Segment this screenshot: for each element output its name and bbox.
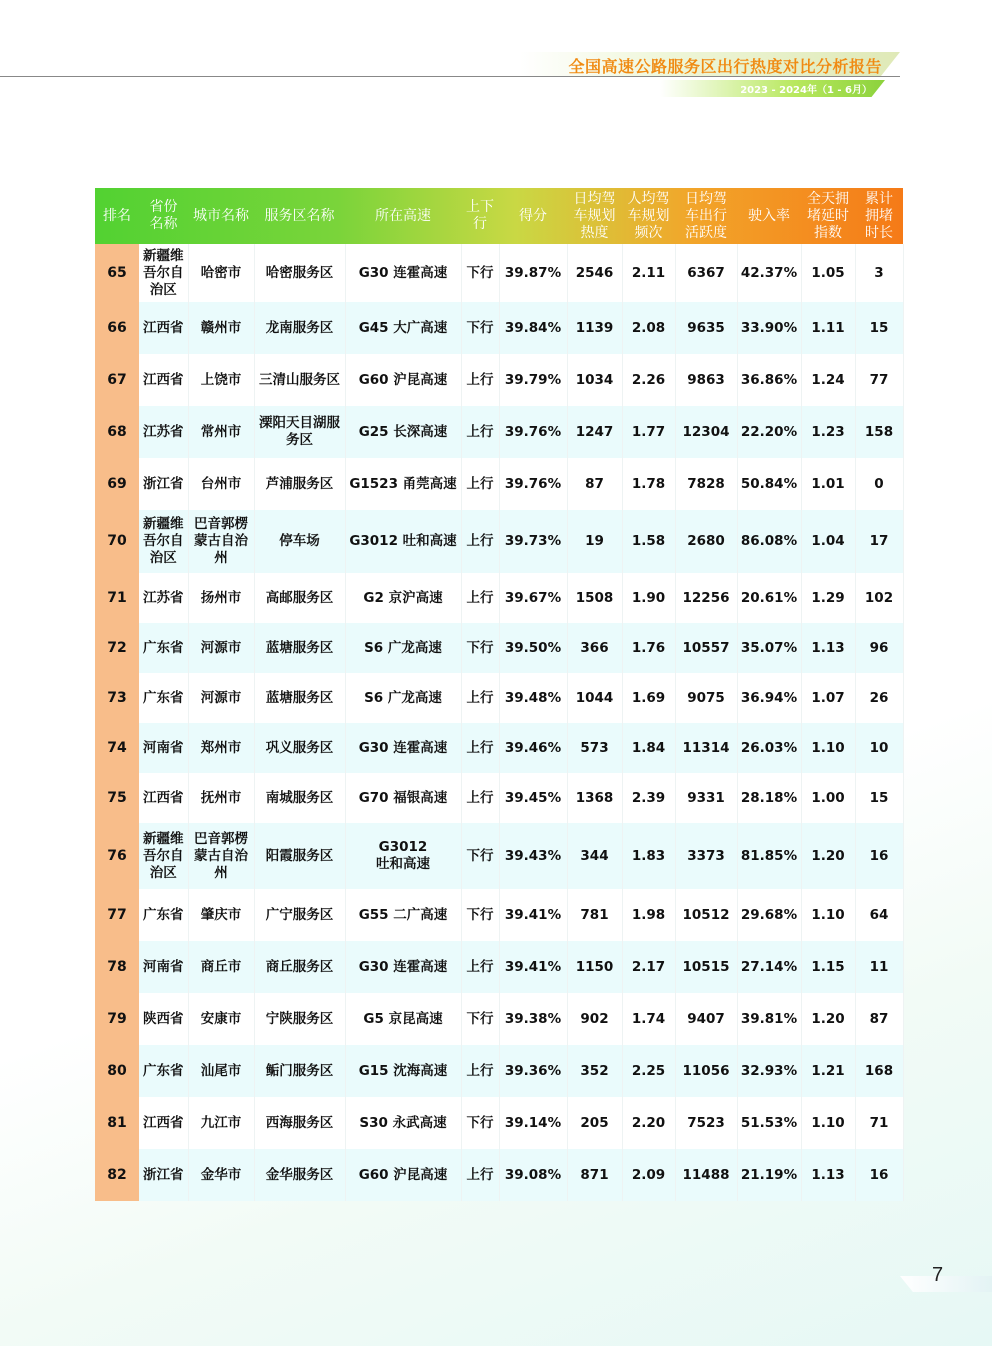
cell-per-capita-plan-freq: 1.98	[622, 889, 675, 941]
cell-city: 巴音郭楞 蒙古自治 州	[188, 510, 254, 573]
cell-direction: 上行	[461, 406, 499, 458]
cell-score: 39.76%	[499, 458, 567, 510]
cell-congestion-hours: 17	[855, 510, 903, 573]
cell-per-capita-plan-freq: 1.83	[622, 823, 675, 889]
cell-rank: 69	[95, 458, 139, 510]
cell-province: 新疆维 吾尔自 治区	[139, 823, 188, 889]
cell-city: 巴音郭楞 蒙古自治 州	[188, 823, 254, 889]
cell-province: 广东省	[139, 623, 188, 673]
cell-city: 汕尾市	[188, 1045, 254, 1097]
report-title: 全国高速公路服务区出行热度对比分析报告	[568, 57, 882, 76]
cell-city: 九江市	[188, 1097, 254, 1149]
cell-score: 39.79%	[499, 354, 567, 406]
cell-highway: G60 沪昆高速	[345, 1149, 461, 1201]
cell-direction: 上行	[461, 573, 499, 623]
cell-rank: 82	[95, 1149, 139, 1201]
cell-daily-plan-heat: 781	[567, 889, 622, 941]
cell-daily-activity: 9075	[675, 673, 737, 723]
cell-per-capita-plan-freq: 2.08	[622, 302, 675, 354]
cell-daily-plan-heat: 871	[567, 1149, 622, 1201]
cell-highway: S6 广龙高速	[345, 673, 461, 723]
header-highway: 所在高速	[375, 207, 431, 224]
page-number: 7	[932, 1264, 944, 1286]
service-area-ranking-table	[95, 188, 904, 1201]
page-number-band	[900, 1276, 992, 1292]
cell-entry-rate: 29.68%	[737, 889, 801, 941]
cell-congestion-index: 1.20	[801, 993, 855, 1045]
cell-score: 39.84%	[499, 302, 567, 354]
cell-congestion-hours: 0	[855, 458, 903, 510]
cell-congestion-index: 1.07	[801, 673, 855, 723]
cell-city: 台州市	[188, 458, 254, 510]
cell-daily-plan-heat: 19	[567, 510, 622, 573]
cell-highway: G55 二广高速	[345, 889, 461, 941]
cell-rank: 66	[95, 302, 139, 354]
cell-daily-activity: 3373	[675, 823, 737, 889]
cell-congestion-hours: 16	[855, 1149, 903, 1201]
cell-entry-rate: 33.90%	[737, 302, 801, 354]
cell-province: 新疆维 吾尔自 治区	[139, 510, 188, 573]
cell-per-capita-plan-freq: 2.39	[622, 773, 675, 823]
cell-entry-rate: 27.14%	[737, 941, 801, 993]
cell-service-area: 停车场	[254, 510, 345, 573]
table-row	[95, 773, 903, 823]
cell-highway: G30 连霍高速	[345, 723, 461, 773]
cell-service-area: 鲘门服务区	[254, 1045, 345, 1097]
cell-city: 郑州市	[188, 723, 254, 773]
cell-service-area: 溧阳天目湖服 务区	[254, 406, 345, 458]
cell-per-capita-plan-freq: 2.25	[622, 1045, 675, 1097]
cell-highway: S30 永武高速	[345, 1097, 461, 1149]
cell-daily-plan-heat: 2546	[567, 244, 622, 302]
cell-rank: 79	[95, 993, 139, 1045]
cell-daily-activity: 10557	[675, 623, 737, 673]
cell-daily-activity: 11314	[675, 723, 737, 773]
cell-province: 江西省	[139, 354, 188, 406]
header-service-area: 服务区名称	[264, 207, 335, 224]
cell-score: 39.87%	[499, 244, 567, 302]
cell-service-area: 三清山服务区	[254, 354, 345, 406]
cell-score: 39.36%	[499, 1045, 567, 1097]
cell-score: 39.38%	[499, 993, 567, 1045]
cell-daily-activity: 12304	[675, 406, 737, 458]
cell-rank: 78	[95, 941, 139, 993]
cell-rank: 73	[95, 673, 139, 723]
cell-service-area: 哈密服务区	[254, 244, 345, 302]
table-row	[95, 993, 903, 1045]
cell-congestion-hours: 64	[855, 889, 903, 941]
cell-daily-plan-heat: 902	[567, 993, 622, 1045]
cell-direction: 下行	[461, 993, 499, 1045]
cell-entry-rate: 21.19%	[737, 1149, 801, 1201]
cell-city: 河源市	[188, 623, 254, 673]
cell-province: 河南省	[139, 723, 188, 773]
cell-congestion-index: 1.29	[801, 573, 855, 623]
cell-rank: 76	[95, 823, 139, 889]
cell-congestion-index: 1.11	[801, 302, 855, 354]
table-body	[95, 244, 903, 1201]
cell-city: 常州市	[188, 406, 254, 458]
cell-service-area: 西海服务区	[254, 1097, 345, 1149]
header-score: 得分	[519, 207, 547, 224]
cell-highway: G1523 甬莞高速	[345, 458, 461, 510]
cell-per-capita-plan-freq: 1.69	[622, 673, 675, 723]
cell-service-area: 龙南服务区	[254, 302, 345, 354]
table-row	[95, 1149, 903, 1201]
cell-daily-activity: 9331	[675, 773, 737, 823]
cell-congestion-index: 1.01	[801, 458, 855, 510]
header-daily-activity: 日均驾 车出行 活跃度	[685, 190, 727, 241]
cell-city: 上饶市	[188, 354, 254, 406]
cell-daily-activity: 7828	[675, 458, 737, 510]
table-row	[95, 1097, 903, 1149]
cell-daily-plan-heat: 1508	[567, 573, 622, 623]
table-row	[95, 573, 903, 623]
cell-per-capita-plan-freq: 1.74	[622, 993, 675, 1045]
cell-congestion-index: 1.13	[801, 1149, 855, 1201]
cell-per-capita-plan-freq: 2.11	[622, 244, 675, 302]
cell-congestion-hours: 77	[855, 354, 903, 406]
cell-daily-activity: 12256	[675, 573, 737, 623]
cell-entry-rate: 50.84%	[737, 458, 801, 510]
cell-direction: 下行	[461, 823, 499, 889]
cell-congestion-hours: 15	[855, 773, 903, 823]
cell-congestion-hours: 71	[855, 1097, 903, 1149]
cell-direction: 上行	[461, 673, 499, 723]
cell-entry-rate: 36.86%	[737, 354, 801, 406]
cell-daily-plan-heat: 366	[567, 623, 622, 673]
cell-daily-activity: 6367	[675, 244, 737, 302]
cell-score: 39.76%	[499, 406, 567, 458]
cell-direction: 上行	[461, 458, 499, 510]
cell-congestion-hours: 3	[855, 244, 903, 302]
cell-service-area: 芦浦服务区	[254, 458, 345, 510]
cell-congestion-hours: 168	[855, 1045, 903, 1097]
cell-province: 江西省	[139, 302, 188, 354]
cell-daily-activity: 10512	[675, 889, 737, 941]
cell-congestion-index: 1.04	[801, 510, 855, 573]
cell-direction: 下行	[461, 302, 499, 354]
cell-score: 39.46%	[499, 723, 567, 773]
header-daily-plan-heat: 日均驾 车规划 热度	[573, 190, 616, 241]
cell-service-area: 巩义服务区	[254, 723, 345, 773]
cell-province: 江苏省	[139, 573, 188, 623]
cell-city: 安康市	[188, 993, 254, 1045]
cell-congestion-index: 1.10	[801, 1097, 855, 1149]
cell-highway: G3012 吐和高速	[345, 823, 461, 889]
cell-service-area: 金华服务区	[254, 1149, 345, 1201]
cell-daily-plan-heat: 1150	[567, 941, 622, 993]
cell-daily-plan-heat: 87	[567, 458, 622, 510]
cell-city: 肇庆市	[188, 889, 254, 941]
header-per-capita-plan-freq: 人均驾 车规划 频次	[627, 190, 670, 241]
cell-direction: 上行	[461, 941, 499, 993]
cell-entry-rate: 20.61%	[737, 573, 801, 623]
cell-entry-rate: 42.37%	[737, 244, 801, 302]
table-row	[95, 673, 903, 723]
cell-congestion-hours: 87	[855, 993, 903, 1045]
cell-rank: 80	[95, 1045, 139, 1097]
cell-province: 河南省	[139, 941, 188, 993]
cell-service-area: 蓝塘服务区	[254, 673, 345, 723]
cell-province: 广东省	[139, 889, 188, 941]
cell-province: 新疆维 吾尔自 治区	[139, 244, 188, 302]
cell-daily-plan-heat: 1044	[567, 673, 622, 723]
table-row	[95, 941, 903, 993]
cell-congestion-index: 1.05	[801, 244, 855, 302]
cell-per-capita-plan-freq: 1.77	[622, 406, 675, 458]
cell-per-capita-plan-freq: 2.26	[622, 354, 675, 406]
cell-entry-rate: 26.03%	[737, 723, 801, 773]
cell-score: 39.41%	[499, 889, 567, 941]
table-row	[95, 889, 903, 941]
cell-daily-plan-heat: 1368	[567, 773, 622, 823]
cell-congestion-index: 1.23	[801, 406, 855, 458]
cell-service-area: 南城服务区	[254, 773, 345, 823]
cell-daily-activity: 9635	[675, 302, 737, 354]
cell-daily-activity: 11056	[675, 1045, 737, 1097]
cell-congestion-hours: 10	[855, 723, 903, 773]
header-congestion-hours: 累计 拥堵 时长	[865, 190, 893, 241]
cell-daily-plan-heat: 1247	[567, 406, 622, 458]
cell-highway: G45 大广高速	[345, 302, 461, 354]
table-row	[95, 823, 903, 889]
cell-service-area: 宁陕服务区	[254, 993, 345, 1045]
cell-highway: G70 福银高速	[345, 773, 461, 823]
cell-daily-activity: 9407	[675, 993, 737, 1045]
cell-daily-plan-heat: 1034	[567, 354, 622, 406]
cell-city: 河源市	[188, 673, 254, 723]
cell-city: 扬州市	[188, 573, 254, 623]
cell-entry-rate: 35.07%	[737, 623, 801, 673]
cell-rank: 72	[95, 623, 139, 673]
cell-rank: 71	[95, 573, 139, 623]
cell-congestion-index: 1.10	[801, 723, 855, 773]
cell-city: 哈密市	[188, 244, 254, 302]
cell-score: 39.45%	[499, 773, 567, 823]
table-row	[95, 510, 903, 573]
header-direction: 上下 行	[466, 199, 494, 232]
cell-rank: 81	[95, 1097, 139, 1149]
cell-direction: 下行	[461, 889, 499, 941]
cell-direction: 上行	[461, 354, 499, 406]
table-row	[95, 244, 903, 302]
cell-entry-rate: 81.85%	[737, 823, 801, 889]
table-row	[95, 354, 903, 406]
cell-per-capita-plan-freq: 1.90	[622, 573, 675, 623]
cell-highway: G30 连霍高速	[345, 244, 461, 302]
cell-highway: G2 京沪高速	[345, 573, 461, 623]
cell-daily-activity: 9863	[675, 354, 737, 406]
cell-rank: 68	[95, 406, 139, 458]
cell-per-capita-plan-freq: 1.58	[622, 510, 675, 573]
cell-highway: G25 长深高速	[345, 406, 461, 458]
header-rank: 排名	[103, 207, 131, 224]
cell-highway: G60 沪昆高速	[345, 354, 461, 406]
cell-direction: 下行	[461, 1097, 499, 1149]
table-header-row	[95, 188, 903, 244]
cell-highway: G30 连霍高速	[345, 941, 461, 993]
cell-province: 浙江省	[139, 1149, 188, 1201]
cell-daily-plan-heat: 1139	[567, 302, 622, 354]
cell-direction: 上行	[461, 723, 499, 773]
cell-entry-rate: 51.53%	[737, 1097, 801, 1149]
cell-daily-plan-heat: 352	[567, 1045, 622, 1097]
cell-daily-plan-heat: 573	[567, 723, 622, 773]
cell-highway: S6 广龙高速	[345, 623, 461, 673]
cell-score: 39.50%	[499, 623, 567, 673]
cell-direction: 下行	[461, 623, 499, 673]
cell-province: 江苏省	[139, 406, 188, 458]
cell-province: 江西省	[139, 773, 188, 823]
cell-per-capita-plan-freq: 1.84	[622, 723, 675, 773]
cell-congestion-hours: 16	[855, 823, 903, 889]
cell-city: 赣州市	[188, 302, 254, 354]
cell-highway: G3012 吐和高速	[345, 510, 461, 573]
cell-per-capita-plan-freq: 1.78	[622, 458, 675, 510]
cell-direction: 上行	[461, 510, 499, 573]
cell-entry-rate: 86.08%	[737, 510, 801, 573]
cell-score: 39.14%	[499, 1097, 567, 1149]
cell-daily-activity: 10515	[675, 941, 737, 993]
cell-rank: 77	[95, 889, 139, 941]
cell-highway: G15 沈海高速	[345, 1045, 461, 1097]
cell-rank: 65	[95, 244, 139, 302]
cell-congestion-index: 1.15	[801, 941, 855, 993]
cell-congestion-index: 1.10	[801, 889, 855, 941]
cell-highway: G5 京昆高速	[345, 993, 461, 1045]
cell-daily-activity: 2680	[675, 510, 737, 573]
cell-congestion-index: 1.20	[801, 823, 855, 889]
cell-score: 39.08%	[499, 1149, 567, 1201]
cell-entry-rate: 32.93%	[737, 1045, 801, 1097]
table-row	[95, 302, 903, 354]
cell-service-area: 商丘服务区	[254, 941, 345, 993]
cell-daily-activity: 7523	[675, 1097, 737, 1149]
cell-per-capita-plan-freq: 2.20	[622, 1097, 675, 1149]
cell-daily-activity: 11488	[675, 1149, 737, 1201]
cell-service-area: 蓝塘服务区	[254, 623, 345, 673]
cell-daily-plan-heat: 344	[567, 823, 622, 889]
cell-congestion-index: 1.13	[801, 623, 855, 673]
table-row	[95, 458, 903, 510]
header-entry-rate: 驶入率	[748, 207, 790, 224]
cell-entry-rate: 39.81%	[737, 993, 801, 1045]
cell-per-capita-plan-freq: 1.76	[622, 623, 675, 673]
cell-congestion-hours: 158	[855, 406, 903, 458]
cell-rank: 74	[95, 723, 139, 773]
cell-entry-rate: 36.94%	[737, 673, 801, 723]
cell-rank: 75	[95, 773, 139, 823]
cell-congestion-index: 1.00	[801, 773, 855, 823]
cell-rank: 70	[95, 510, 139, 573]
cell-congestion-hours: 96	[855, 623, 903, 673]
cell-congestion-index: 1.24	[801, 354, 855, 406]
cell-congestion-hours: 102	[855, 573, 903, 623]
cell-score: 39.48%	[499, 673, 567, 723]
cell-rank: 67	[95, 354, 139, 406]
header-city: 城市名称	[193, 207, 249, 224]
cell-congestion-index: 1.21	[801, 1045, 855, 1097]
cell-city: 商丘市	[188, 941, 254, 993]
cell-direction: 上行	[461, 773, 499, 823]
cell-score: 39.73%	[499, 510, 567, 573]
cell-province: 江西省	[139, 1097, 188, 1149]
cell-per-capita-plan-freq: 2.09	[622, 1149, 675, 1201]
cell-congestion-hours: 15	[855, 302, 903, 354]
cell-city: 抚州市	[188, 773, 254, 823]
cell-congestion-hours: 26	[855, 673, 903, 723]
cell-entry-rate: 28.18%	[737, 773, 801, 823]
cell-service-area: 高邮服务区	[254, 573, 345, 623]
cell-province: 陕西省	[139, 993, 188, 1045]
report-period: 2023 - 2024年（1 - 6月）	[740, 85, 872, 96]
cell-score: 39.41%	[499, 941, 567, 993]
cell-province: 广东省	[139, 673, 188, 723]
cell-daily-plan-heat: 205	[567, 1097, 622, 1149]
cell-score: 39.67%	[499, 573, 567, 623]
cell-score: 39.43%	[499, 823, 567, 889]
cell-service-area: 广宁服务区	[254, 889, 345, 941]
table-row	[95, 406, 903, 458]
cell-service-area: 阳霞服务区	[254, 823, 345, 889]
table-row	[95, 1045, 903, 1097]
cell-city: 金华市	[188, 1149, 254, 1201]
cell-direction: 上行	[461, 1045, 499, 1097]
cell-entry-rate: 22.20%	[737, 406, 801, 458]
header-congestion-index: 全天拥 堵延时 指数	[807, 190, 849, 241]
table-row	[95, 723, 903, 773]
cell-direction: 下行	[461, 244, 499, 302]
cell-congestion-hours: 11	[855, 941, 903, 993]
table-row	[95, 623, 903, 673]
header-province: 省份 名称	[149, 199, 178, 232]
cell-province: 广东省	[139, 1045, 188, 1097]
cell-direction: 上行	[461, 1149, 499, 1201]
cell-province: 浙江省	[139, 458, 188, 510]
cell-per-capita-plan-freq: 2.17	[622, 941, 675, 993]
